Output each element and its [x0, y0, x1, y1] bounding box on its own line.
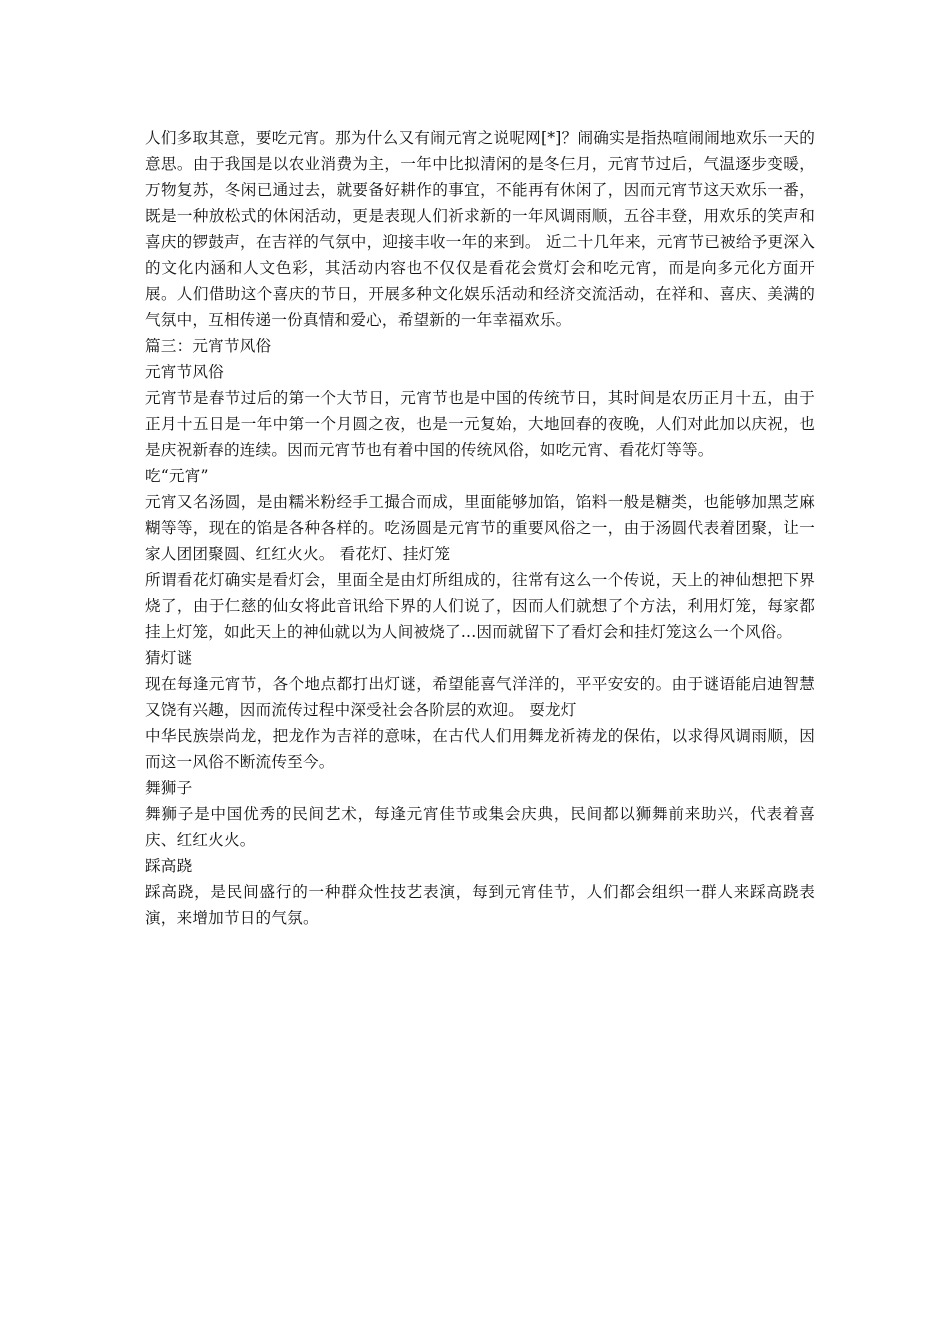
subheading-eat-yuanxiao: 吃“元宵”	[145, 467, 209, 485]
paragraph-lion-dance: 舞狮子是中国优秀的民间艺术，每逢元宵佳节或集会庆典，民间都以狮舞前来助兴，代表着喜庆、红红火火。	[145, 805, 815, 849]
chapter-heading: 篇三：元宵节风俗	[145, 337, 272, 355]
section-title: 元宵节风俗	[145, 363, 224, 381]
paragraph-lanterns: 所谓看花灯确实是看灯会，里面全是由灯所组成的，往常有这么一个传说，天上的神仙想把下界烧了，由于仁慈的仙女将此音讯给下界的人们说了，因而人们就想了个方法，利用灯笼，每家都挂上灯笼，如此天上的神仙就以为人间被烧了...因而就留下了看灯会和挂灯笼这么一个风俗。	[145, 571, 815, 641]
paragraph-lantern-festival-intro: 元宵节是春节过后的第一个大节日，元宵节也是中国的传统节日，其时间是农历正月十五，由于正月十五日是一年中第一个月圆之夜，也是一元复始，大地回春的夜晚，人们对此加以庆祝，也是庆祝新春的连续。因而元宵节也有着中国的传统风俗，如吃元宵、看花灯等等。	[145, 389, 815, 459]
subheading-lion-dance: 舞狮子	[145, 779, 193, 797]
paragraph-intro-continued: 人们多取其意，要吃元宵。那为什么又有闹元宵之说呢网[*]？闹确实是指热喧闹闹地欢乐一天的意思。由于我国是以农业消费为主，一年中比拟清闲的是冬仨月，元宵节过后，气温逐步变暖，万物复苏，冬闲已通过去，就要备好耕作的事宜，不能再有休闲了，因而元宵节这天欢乐一番，既是一种放松式的休闲活动，更是表现人们祈求新的一年风调雨顺，五谷丰登，用欢乐的笑声和喜庆的锣鼓声，在吉祥的气氛中，迎接丰收一年的来到。 近二十几年来，元宵节已被给予更深入的文化内涵和人文色彩，其活动内容也不仅仅是看花会赏灯会和吃元宵，而是向多元化方面开展。人们借助这个喜庆的节日，开展多种文化娱乐活动和经济交流活动，在祥和、喜庆、美满的气氛中，互相传递一份真情和爱心，希望新的一年幸福欢乐。	[145, 129, 815, 329]
document-body	[145, 125, 815, 931]
subheading-lantern-riddles: 猜灯谜	[145, 649, 193, 667]
paragraph-dragon-dance: 中华民族崇尚龙，把龙作为吉祥的意味，在古代人们用舞龙祈祷龙的保佑，以求得风调雨顺，因而这一风俗不断流传至今。	[145, 727, 815, 771]
paragraph-riddles: 现在每逢元宵节，各个地点都打出灯谜，希望能喜气洋洋的，平平安安的。由于谜语能启迪智慧又饶有兴趣，因而流传过程中深受社会各阶层的欢迎。 耍龙灯	[145, 675, 815, 719]
paragraph-tangyuan: 元宵又名汤圆，是由糯米粉经手工撮合而成，里面能够加馅，馅料一般是糖类，也能够加黑芝麻糊等等，现在的馅是各种各样的。吃汤圆是元宵节的重要风俗之一，由于汤圆代表着团聚，让一家人团团聚圆、红红火火。 看花灯、挂灯笼	[145, 493, 815, 563]
paragraph-stilts: 踩高跷，是民间盛行的一种群众性技艺表演，每到元宵佳节，人们都会组织一群人来踩高跷表演，来增加节日的气氛。	[145, 883, 815, 927]
subheading-stilts: 踩高跷	[145, 857, 193, 875]
